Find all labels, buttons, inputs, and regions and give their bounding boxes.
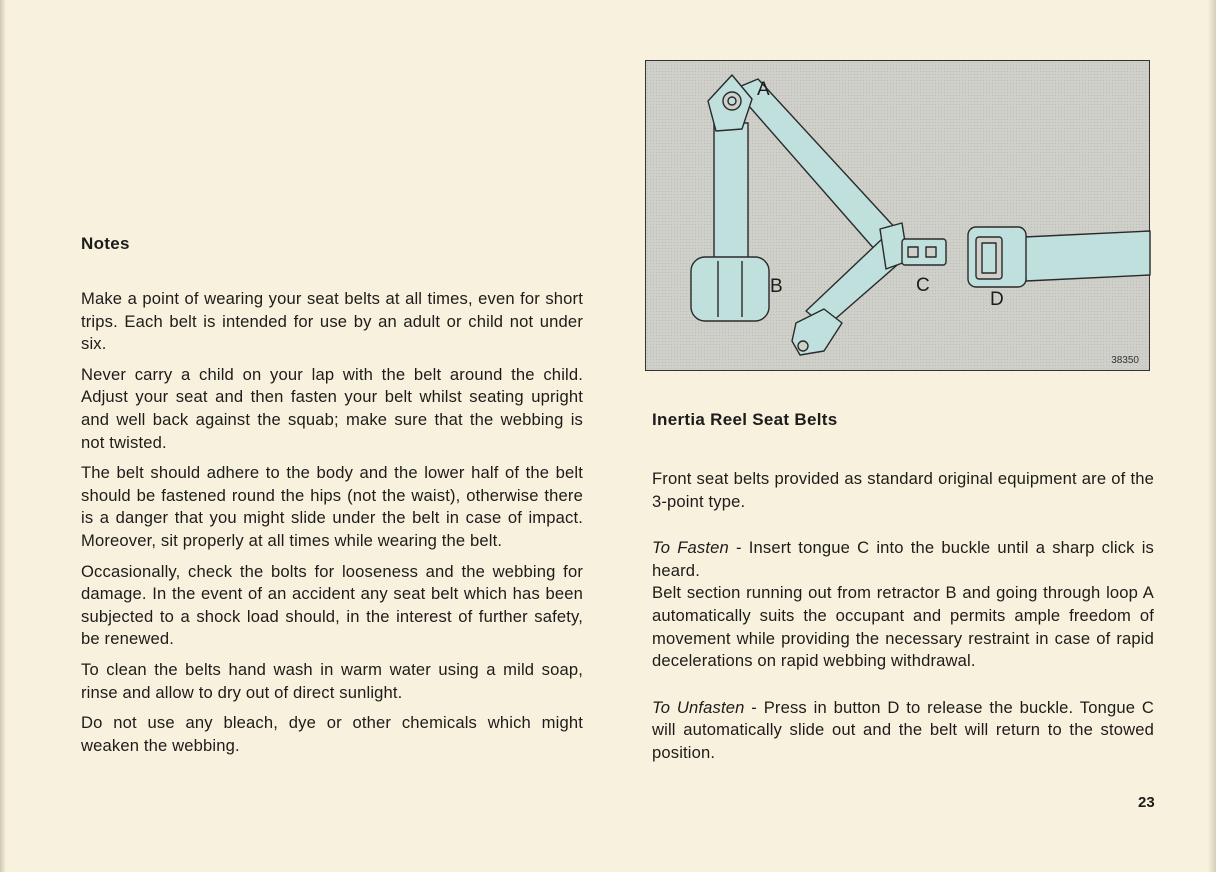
- figure-number: 38350: [1111, 355, 1139, 366]
- page-edge-left: [0, 0, 6, 872]
- notes-section: [81, 234, 583, 765]
- buckle-strap: [1024, 231, 1150, 281]
- fasten-instruction: [652, 537, 1154, 582]
- notes-paragraph-6: Do not use any bleach, dye or other chemicals which might weaken the webbing.: [81, 713, 583, 755]
- notes-paragraph-3: The belt should adhere to the body and the lower half of the belt should be fastened round the hips (not the waist), otherwise there is a danger that you might slide under the belt in case of impact. Moreover, sit properly at all times while wearing the belt.: [81, 463, 583, 550]
- diagonal-belt-strap: [734, 79, 898, 251]
- notes-paragraph-1: Make a point of wearing your seat belts at all times, even for short trips. Each belt is intended for use by an adult or child not under six.: [81, 289, 583, 354]
- inertia-heading: Inertia Reel Seat Belts: [652, 410, 838, 429]
- page-number: 23: [1138, 794, 1155, 811]
- inertia-intro: Front seat belts provided as standard original equipment are of the 3-point type.: [652, 469, 1154, 511]
- notes-paragraph-2: Never carry a child on your lap with the belt around the child. Adjust your seat and then fasten your belt whilst seating upright and well back against the squab; make sure that the webbing is not twisted.: [81, 364, 583, 452]
- notes-paragraph-4: Occasionally, check the bolts for looseness and the webbing for damage. In the event of an accident any seat belt which has been subjected to a shock load should, in the interest of further safety, be renewed.: [81, 561, 583, 649]
- label-c: C: [916, 275, 930, 296]
- page-edge-right: [1208, 0, 1216, 872]
- belt-section-paragraph: Belt section running out from retractor B and going through loop A automatically suits the occupant and permits ample freedom of movement while providing the necessary restraint in case of rapid decelerations on rapid webbing withdrawal.: [652, 583, 1154, 671]
- unfasten-instruction: [652, 697, 1154, 765]
- label-d: D: [990, 289, 1004, 310]
- label-b: B: [770, 276, 783, 297]
- fasten-lead: To Fasten: [652, 538, 729, 558]
- inertia-section: [652, 410, 1154, 789]
- fasten-text: - Insert tongue C into the buckle until a sharp click is heard.: [652, 538, 1154, 580]
- unfasten-lead: To Unfasten: [652, 697, 745, 717]
- seat-belt-illustration: [645, 60, 1150, 371]
- notes-paragraph-5: To clean the belts hand wash in warm water using a mild soap, rinse and allow to dry out of direct sunlight.: [81, 659, 583, 702]
- retractor-b: [691, 257, 769, 321]
- label-a: A: [757, 79, 770, 100]
- unfasten-text: - Press in button D to release the buckle. Tongue C will automatically slide out and the belt will return to the stowed position.: [652, 697, 1154, 762]
- seat-belt-drawing: [646, 61, 1151, 372]
- notes-heading: Notes: [81, 234, 130, 253]
